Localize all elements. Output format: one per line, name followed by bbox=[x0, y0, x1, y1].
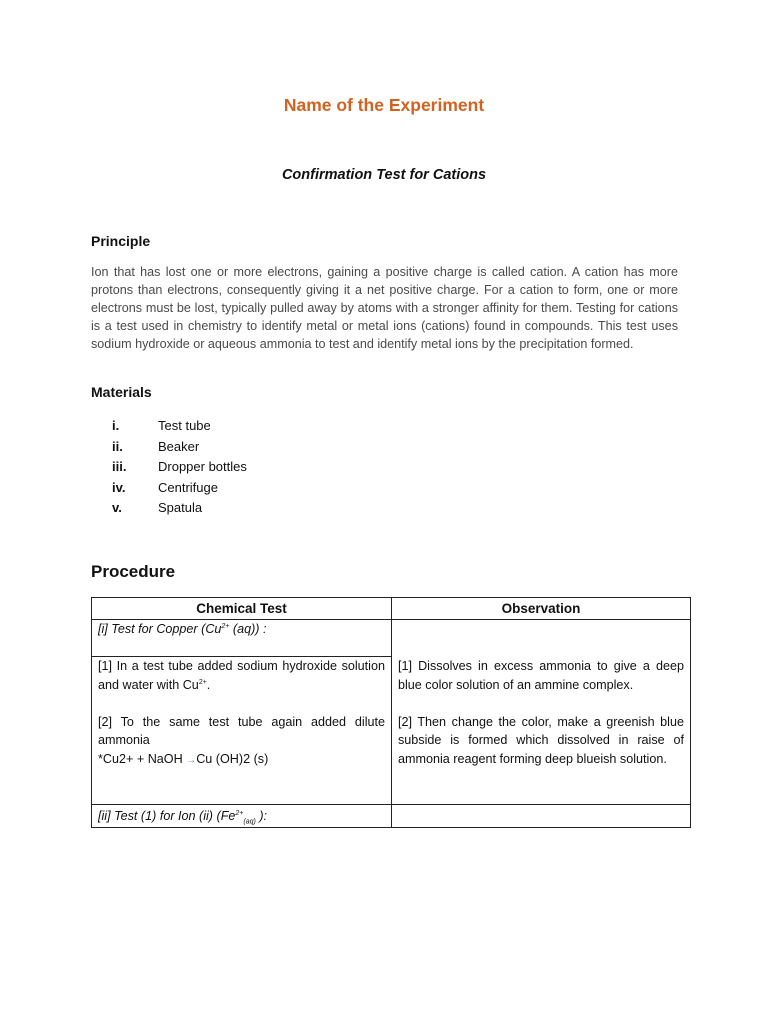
step-2: [2] To the same test tube again added dilute ammonia bbox=[98, 714, 385, 747]
list-item bbox=[112, 416, 247, 437]
list-label: Centrifuge bbox=[158, 479, 218, 495]
materials-heading: Materials bbox=[91, 384, 152, 400]
test-copper-label-cell bbox=[92, 620, 392, 657]
superscript: 2+ bbox=[198, 678, 207, 686]
step-1-suffix: . bbox=[206, 677, 211, 692]
list-item bbox=[112, 437, 247, 458]
column-header-observation: Observation bbox=[392, 598, 691, 620]
principle-paragraph: Ion that has lost one or more electrons, gaining a positive charge is called cation. A cation has more protons than electrons, consequently giving it a net positive charge. For a cation to form, one or more electrons must be lost, typically pulled away by atoms with a stronger affinity for them. Testing for cations is a test used in chemistry to identify metal or metal ions (cations) found in compounds. This test uses sodium hydroxide or aqueous ammonia to test and identify metal ions by the precipitation formed. bbox=[91, 265, 678, 351]
procedure-table bbox=[91, 597, 691, 828]
list-number: ii. bbox=[112, 438, 123, 454]
test-label-text-suffix: (aq)) : bbox=[229, 622, 267, 636]
observation-2: [2] Then change the color, make a greenish blue subside is formed which dissolved in raise of ammonia reagent forming deep blueish solution. bbox=[398, 714, 684, 766]
list-number: iii. bbox=[112, 459, 127, 474]
list-number: iv. bbox=[112, 479, 126, 495]
observation-1: [1] Dissolves in excess ammonia to give a deep blue color solution of an ammine complex. bbox=[398, 659, 684, 692]
subscript: (aq) bbox=[243, 818, 256, 826]
observation-cell-copper bbox=[392, 620, 691, 805]
experiment-subtitle: Confirmation Test for Cations bbox=[281, 167, 487, 183]
superscript: 2+ bbox=[221, 622, 230, 630]
list-number: i. bbox=[112, 418, 120, 433]
list-label: Beaker bbox=[158, 438, 200, 454]
test-copper-steps-cell bbox=[92, 657, 392, 805]
table-header-row bbox=[92, 598, 691, 620]
list-item bbox=[112, 457, 247, 478]
list-number: v. bbox=[112, 500, 122, 515]
test-iron-label-cell bbox=[92, 805, 392, 828]
table-row bbox=[92, 805, 691, 828]
procedure-heading: Procedure bbox=[91, 562, 176, 581]
list-label: Dropper bottles bbox=[158, 459, 247, 474]
equation-products: Cu (OH)2 (s) bbox=[196, 751, 269, 766]
test-label-text-suffix: ): bbox=[255, 809, 268, 823]
list-item bbox=[112, 498, 247, 519]
list-label: Test tube bbox=[158, 418, 211, 433]
list-item bbox=[112, 478, 247, 499]
experiment-title: Name of the Experiment bbox=[283, 95, 485, 115]
arrow-icon: → bbox=[186, 754, 197, 766]
equation-reactants: *Cu2+ + NaOH bbox=[98, 751, 187, 766]
observation-cell-iron bbox=[392, 805, 691, 828]
materials-list bbox=[112, 416, 247, 519]
superscript: 2+ bbox=[235, 809, 244, 817]
test-label-text: [i] Test for Copper (Cu bbox=[98, 622, 222, 636]
list-label: Spatula bbox=[158, 500, 203, 515]
column-header-chemical-test: Chemical Test bbox=[92, 598, 392, 620]
principle-heading: Principle bbox=[91, 233, 151, 249]
test-label-text: [ii] Test (1) for Ion (ii) (Fe bbox=[98, 809, 236, 823]
step-1 bbox=[98, 657, 385, 694]
step-1-text: [1] In a test tube added sodium hydroxide solution and water with Cu bbox=[98, 659, 385, 692]
table-row bbox=[92, 620, 691, 657]
reaction-equation bbox=[98, 750, 385, 771]
